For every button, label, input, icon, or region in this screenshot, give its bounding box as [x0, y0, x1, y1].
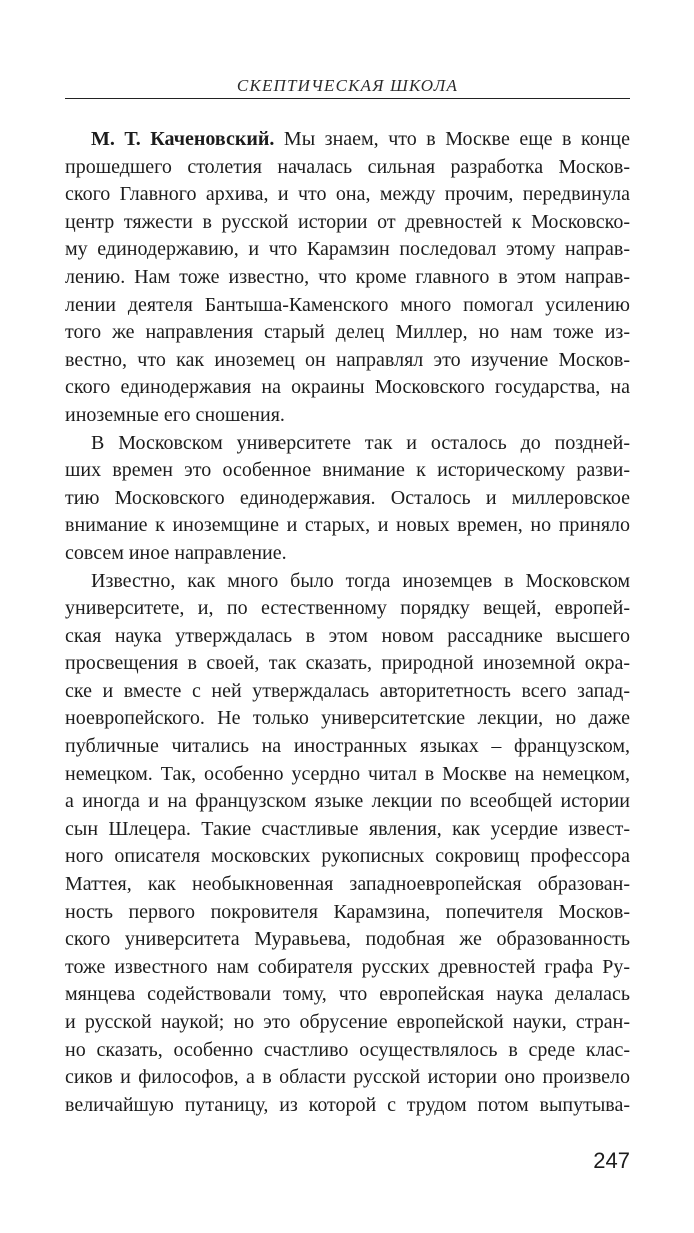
body-text	[65, 126, 630, 1119]
paragraph-3-line-11: ного описателя московских рукописных сокровищ профессора	[65, 845, 630, 868]
paragraph-3-line-13: ность первого покровителя Карамзина, попечителя Москов-	[65, 900, 630, 923]
paragraph-3-line-1: Известно, как много было тогда иноземцев в Московском	[91, 569, 630, 592]
running-head: СКЕПТИЧЕСКАЯ ШКОЛА	[236, 76, 459, 95]
paragraph-1-line-1	[65, 126, 630, 154]
paragraph-1-line-5: му единодержавию, и что Карамзин последовал этому направ-	[65, 238, 630, 261]
paragraph-1-line-7: лении деятеля Бантыша-Каменского много помогал усилению	[65, 293, 630, 316]
paragraph-1-line-8: того же направления старый делец Миллер, но нам тоже из-	[65, 321, 630, 344]
paragraph-1-line-2: прошедшего столетия началась сильная разработка Москов-	[65, 155, 630, 178]
author-name-lead: М. Т. Каченовский.	[91, 128, 275, 150]
paragraph-2-line-3: тию Московского единодержавия. Осталось и миллеровское	[65, 486, 630, 509]
paragraph-3-line-2: университете, и, по естественному порядку вещей, европей-	[65, 597, 630, 620]
paragraph-3-line-3: ская наука утверждалась в этом новом рассаднике высшего	[65, 624, 630, 647]
paragraph-3-line-8: немецком. Так, особенно усердно читал в Москве на немецком,	[65, 762, 630, 785]
paragraph-3-line-19: сиков и философов, а в области русской истории оно произвело	[65, 1066, 630, 1089]
paragraph-3-line-7: публичные читались на иностранных языках – французском,	[65, 735, 630, 758]
paragraph-2-line-4: внимание к иноземщине и старых, и новых времен, но приняло	[65, 514, 630, 537]
paragraph-3-line-9: а иногда и на французском языке лекции по всеобщей истории	[65, 790, 630, 813]
paragraph-3-line-6: ноевропейского. Не только университетские лекции, но даже	[65, 707, 630, 730]
header-rule	[65, 98, 630, 99]
paragraph-1-line-10: ского единодержавия на окраины Московского государства, на	[65, 376, 630, 399]
paragraph-2-line-5: совсем иное направление.	[65, 541, 287, 564]
paragraph-1-line-6: лению. Нам тоже известно, что кроме главного в этом направ-	[65, 265, 630, 288]
paragraph-1-line-4: центр тяжести в русской истории от древностей к Московско-	[65, 210, 630, 233]
paragraph-3-line-4: просвещения в своей, так сказать, природной иноземной окра-	[65, 652, 630, 675]
paragraph-3-line-16: мянцева содействовали тому, что европейская наука делалась	[65, 983, 630, 1006]
paragraph-3-line-14: ского университета Муравьева, подобная же образованность	[65, 928, 630, 951]
paragraph-1-line-3: ского Главного архива, и что она, между прочим, передвинула	[65, 183, 630, 206]
paragraph-3-line-17: и русской наукой; но это обрусение европейской науки, стран-	[65, 1011, 630, 1033]
paragraph-3-line-20: величайшую путаницу, из которой с трудом потом выпутыва-	[65, 1093, 630, 1116]
paragraph-1-line-11: иноземные его сношения.	[65, 403, 285, 426]
paragraph-2-line-1: В Московском университете так и осталось до поздней-	[91, 431, 630, 454]
paragraph-1-line-1-text: Мы знаем, что в Москве еще в конце	[274, 128, 631, 150]
paragraph-1-line-9: вестно, что как иноземец он направлял это изучение Москов-	[65, 348, 630, 371]
paragraph-3-line-5: ске и вместе с ней утверждалась авторитетность всего запад-	[65, 679, 630, 702]
paragraph-3-line-10: сын Шлецера. Такие счастливые явления, как усердие извест-	[65, 817, 630, 840]
paragraph-3-line-18: но сказать, особенно счастливо осуществлялось в среде клас-	[65, 1038, 630, 1061]
paragraph-3-line-15: тоже известного нам собирателя русских древностей графа Ру-	[65, 955, 630, 978]
paragraph-3-line-12: Маттея, как необыкновенная западноевропейская образован-	[65, 873, 630, 896]
paragraph-2-line-2: ших времен это особенное внимание к историческому разви-	[65, 459, 630, 482]
page-number: 247	[593, 1148, 630, 1173]
